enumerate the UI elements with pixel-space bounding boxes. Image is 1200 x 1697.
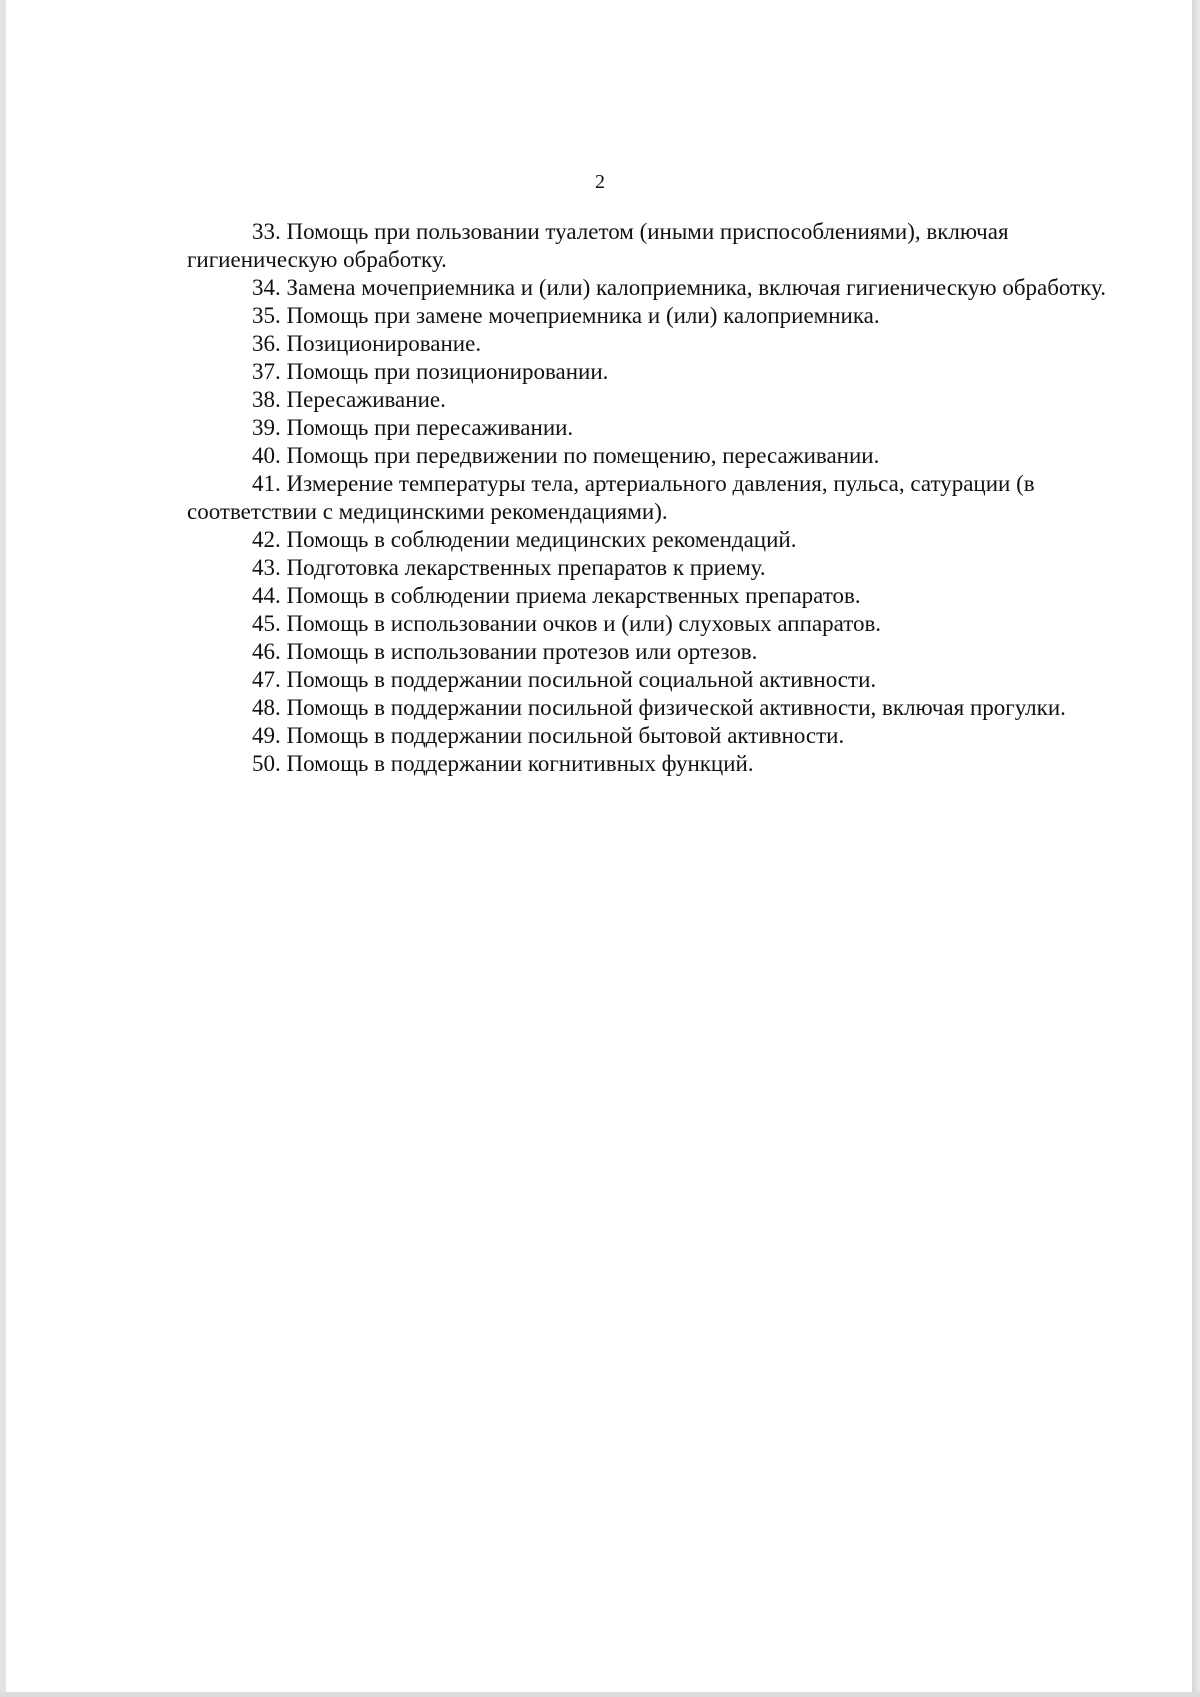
list-item: 41. Измерение температуры тела, артериального давления, пульса, сатурации (в соответствии с медицинскими рекомендациями). — [187, 471, 1035, 524]
list-item: 43. Подготовка лекарственных препаратов к приему. — [252, 555, 766, 580]
page-number: 2 — [595, 171, 605, 193]
list-item: 38. Пересаживание. — [252, 387, 446, 412]
list-item: 42. Помощь в соблюдении медицинских рекомендаций. — [252, 527, 797, 552]
list-item: 47. Помощь в поддержании посильной социальной активности. — [252, 667, 877, 692]
list-item: 36. Позиционирование. — [252, 331, 482, 356]
list-item: 40. Помощь при передвижении по помещению, пересаживании. — [252, 443, 880, 468]
list-item: 34. Замена мочеприемника и (или) калоприемника, включая гигиеническую обработку. — [252, 275, 1106, 300]
list-item: 49. Помощь в поддержании посильной бытовой активности. — [252, 723, 845, 748]
list-item: 44. Помощь в соблюдении приема лекарственных препаратов. — [252, 583, 861, 608]
services-list — [187, 218, 1127, 778]
scan-border-right — [1192, 0, 1200, 1697]
list-item: 39. Помощь при пересаживании. — [252, 415, 574, 440]
scan-border-left — [0, 0, 6, 1697]
list-item: 50. Помощь в поддержании когнитивных функций. — [252, 751, 754, 776]
scan-border-bottom — [0, 1692, 1200, 1697]
list-item: 48. Помощь в поддержании посильной физической активности, включая прогулки. — [252, 695, 1066, 720]
list-item: 33. Помощь при пользовании туалетом (иными приспособлениями), включая гигиеническую обработку. — [187, 219, 1009, 272]
list-item: 37. Помощь при позиционировании. — [252, 359, 609, 384]
list-item: 35. Помощь при замене мочеприемника и (или) калоприемника. — [252, 303, 880, 328]
list-item: 45. Помощь в использовании очков и (или) слуховых аппаратов. — [252, 611, 882, 636]
list-item: 46. Помощь в использовании протезов или ортезов. — [252, 639, 758, 664]
